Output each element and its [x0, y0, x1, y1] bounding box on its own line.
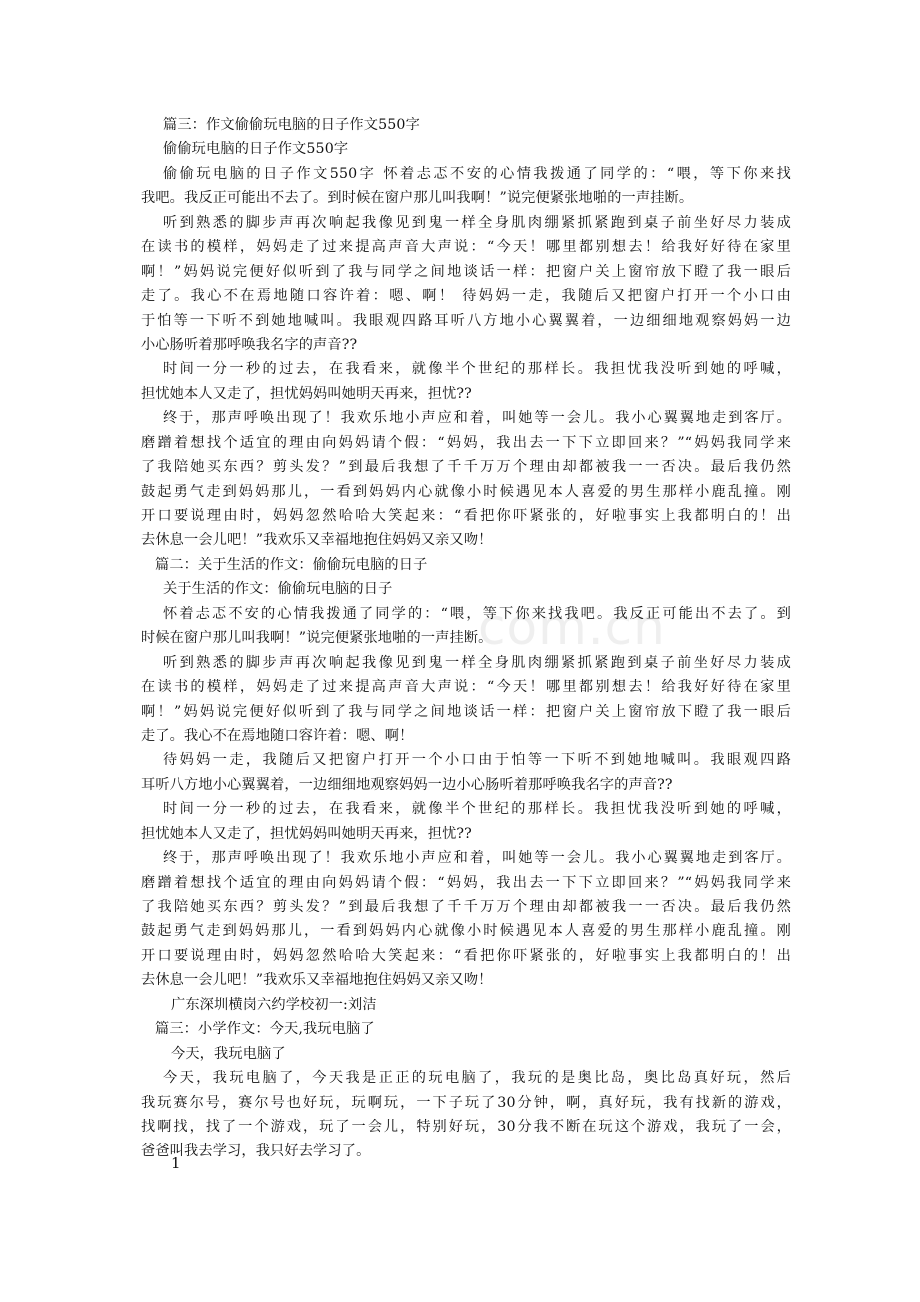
text-line: 耳听八方地小心翼翼着，一边细细地观察妈妈一边小心肠听着那呼唤我名字的声音?? — [141, 776, 673, 793]
text-line: 磨蹭着想找个适宜的理由向妈妈请个假：“妈妈，我出去一下下立即回来？”“妈妈我同学来 — [141, 434, 791, 451]
text-line: 磨蹭着想找个适宜的理由向妈妈请个假：“妈妈，我出去一下下立即回来？”“妈妈我同学来 — [141, 874, 791, 891]
text-line: 找啊找，找了一个游戏，玩了一会儿，特别好玩，30分我不断在玩这个游戏，我玩了一会， — [141, 1118, 791, 1135]
text-line: 开口要说理由时，妈妈忽然哈哈大笑起来：“看把你吓紧张的，好啦事实上我都明白的！出 — [141, 508, 791, 524]
text-line: 担忧她本人又走了，担忧妈妈叫她明天再来，担忧?? — [141, 825, 472, 842]
text-line: 终于，那声呼唤出现了！我欢乐地小声应和着，叫她等一会儿。我小心翼翼地走到客厅。 — [163, 850, 791, 867]
text-line: 篇三：作文偷偷玩电脑的日子作文550字 — [163, 117, 420, 133]
text-line: 走了。我心不在焉地随口容许着：嗯、啊！ — [141, 727, 414, 744]
text-line: 怀着忐忑不安的心情我拨通了同学的：“喂，等下你来找我吧。我反正可能出不去了。到 — [163, 605, 791, 622]
text-line: 听到熟悉的脚步声再次响起我像见到鬼一样全身肌肉绷紧抓紧跑到桌子前坐好尽力装成 — [163, 654, 791, 671]
document-body — [141, 113, 791, 1164]
text-line: 广东深圳横岗六约学校初一:刘洁 — [171, 996, 377, 1013]
text-line: 时候在窗户那儿叫我啊！”说完便紧张地啪的一声挂断。 — [141, 630, 493, 647]
text-line: 走了。我心不在焉地随口容许着：嗯、啊！ 待妈妈一走，我随后又把窗户打开一个小口由 — [141, 288, 791, 305]
text-line: 爸爸叫我去学习，我只好去学习了。 — [141, 1143, 371, 1160]
text-line: 我吧。我反正可能出不去了。到时候在窗户那儿叫我啊！”说完便紧张地啪的一声挂断。 — [141, 190, 694, 207]
text-line: 开口要说理由时，妈妈忽然哈哈大笑起来：“看把你吓紧张的，好啦事实上我都明白的！出 — [141, 947, 791, 964]
text-line: 去休息一会儿吧！”我欢乐又幸福地抱住妈妈又亲又吻！ — [141, 972, 493, 989]
text-line: 去休息一会儿吧！”我欢乐又幸福地抱住妈妈又亲又吻！ — [141, 532, 493, 549]
text-line: 时间一分一秒的过去，在我看来，就像半个世纪的那样长。我担忧我没听到她的呼喊， — [163, 801, 791, 818]
text-line: 终于，那声呼唤出现了！我欢乐地小声应和着，叫她等一会儿。我小心翼翼地走到客厅。 — [163, 410, 791, 427]
text-line: 篇三：小学作文：今天,我玩电脑了 — [155, 1021, 375, 1038]
text-line: 了我陪她买东西？剪头发？”到最后我想了千千万万个理由却都被我一一否决。最后我仍然 — [141, 899, 791, 915]
text-line: 今天，我玩电脑了 — [171, 1045, 286, 1062]
text-line: 待妈妈一走，我随后又把窗户打开一个小口由于怕等一下听不到她地喊叫。我眼观四路 — [163, 752, 791, 769]
text-line: 篇二：关于生活的作文：偷偷玩电脑的日子 — [155, 556, 428, 573]
text-line: 听到熟悉的脚步声再次响起我像见到鬼一样全身肌肉绷紧抓紧跑到桌子前坐好尽力装成 — [163, 214, 791, 231]
text-line: 偷偷玩电脑的日子作文550字 怀着忐忑不安的心情我拨通了同学的：“喂，等下你来找 — [163, 165, 791, 182]
text-line: 在读书的模样，妈妈走了过来提高声音大声说：“今天！哪里都别想去！给我好好待在家里 — [141, 679, 791, 696]
text-line: 鼓起勇气走到妈妈那儿，一看到妈妈内心就像小时候遇见本人喜爱的男生那样小鹿乱撞。刚 — [141, 923, 791, 940]
watermark: com.cn — [478, 598, 666, 656]
text-line: 关于生活的作文：偷偷玩电脑的日子 — [163, 581, 393, 598]
text-line: 小心肠听着那呼唤我名字的声音?? — [141, 336, 358, 353]
text-line: 鼓起勇气走到妈妈那儿，一看到妈妈内心就像小时候遇见本人喜爱的男生那样小鹿乱撞。刚 — [141, 483, 791, 500]
text-line: 了我陪她买东西？剪头发？”到最后我想了千千万万个理由却都被我一一否决。最后我仍然 — [141, 459, 791, 476]
page-number: 1 — [171, 1154, 181, 1172]
text-line: 啊！”妈妈说完便好似听到了我与同学之间地谈话一样：把窗户关上窗帘放下瞪了我一眼后 — [141, 703, 791, 720]
text-line: 今天，我玩电脑了，今天我是正正的玩电脑了，我玩的是奥比岛，奥比岛真好玩，然后 — [163, 1070, 791, 1087]
text-line: 我玩赛尔号，赛尔号也好玩，玩啊玩，一下子玩了30分钟，啊，真好玩，我有找新的游戏， — [141, 1094, 791, 1111]
text-line: 偷偷玩电脑的日子作文550字 — [163, 141, 349, 158]
text-line: 啊！”妈妈说完便好似听到了我与同学之间地谈话一样：把窗户关上窗帘放下瞪了我一眼后 — [141, 263, 791, 280]
text-line: 在读书的模样，妈妈走了过来提高声音大声说：“今天！哪里都别想去！给我好好待在家里 — [141, 239, 791, 256]
text-line: 担忧她本人又走了，担忧妈妈叫她明天再来，担忧?? — [141, 385, 472, 402]
text-line: 时间一分一秒的过去，在我看来，就像半个世纪的那样长。我担忧我没听到她的呼喊， — [163, 361, 791, 378]
text-line: 于怕等一下听不到她地喊叫。我眼观四路耳听八方地小心翼翼着，一边细细地观察妈妈一边 — [141, 312, 791, 329]
